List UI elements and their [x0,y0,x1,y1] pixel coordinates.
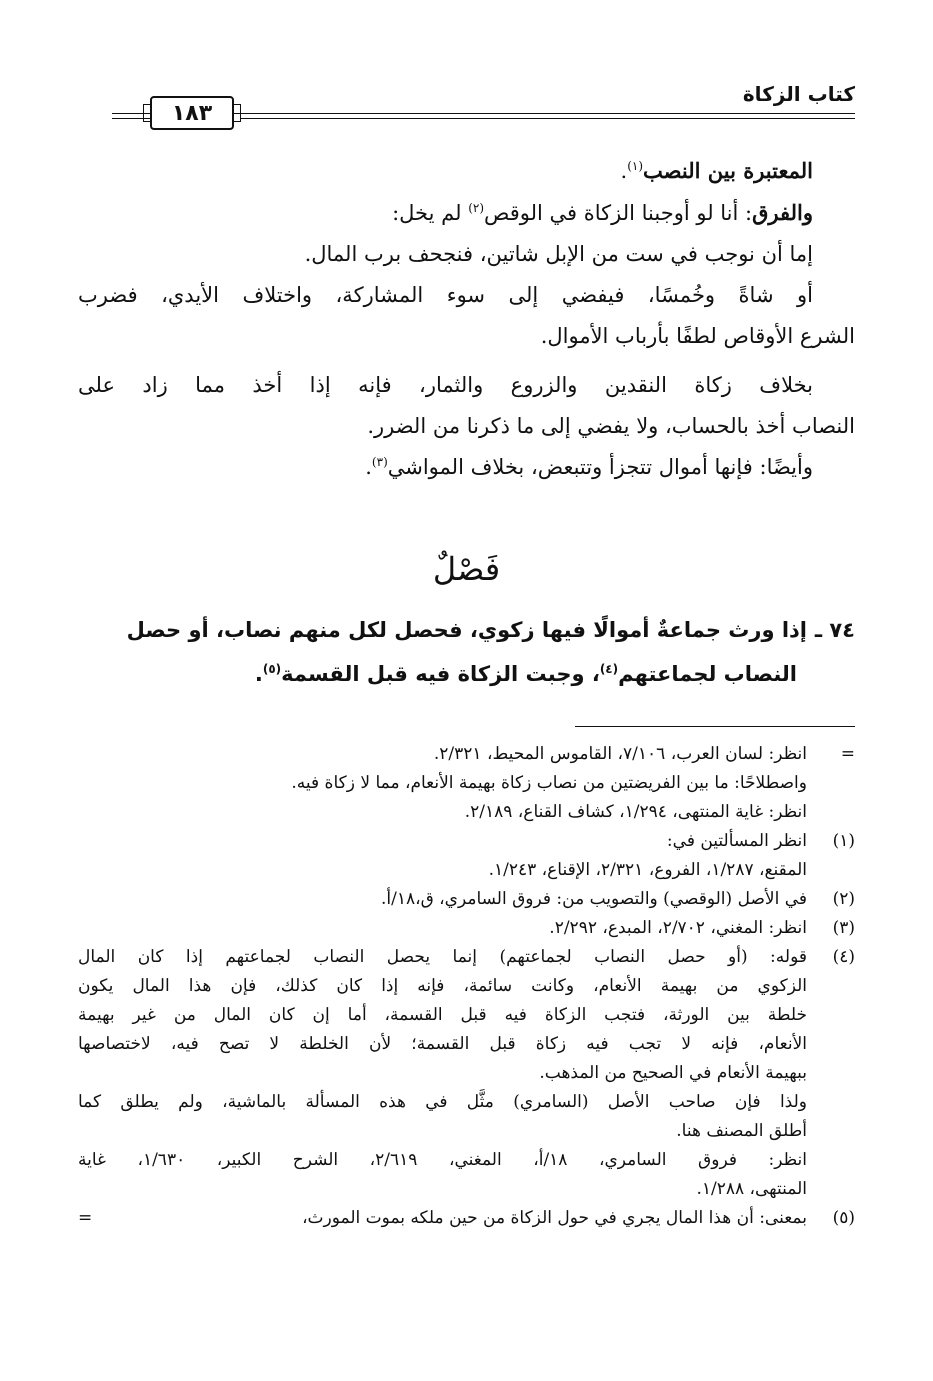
footnote-line: انظر المسألتين في: [666,831,807,851]
article-text: النصاب لجماعتهم [618,662,797,686]
footnote-ref: (٤) [599,662,619,676]
footnote-4 [78,943,855,1204]
article-number: ٧٤ ـ [814,618,855,642]
footnote-1 [78,827,855,885]
running-header-title: كتاب الزكاة [742,82,855,106]
article-text: إذا ورث جماعةٌ أموالًا فيها زكوي، فحصل لكل منهم نصاب، أو حصل [126,618,807,642]
footnote-line: الزكوي من بهيمة الأنعام، وكانت سائمة، فإنه إذا كان كذلك، فإن هذا المال يكون [78,976,807,996]
footnote-line: انظر: فروق السامري، ١٨/أ، المغني، ٢/٦١٩، الشرح الكبير، ١/٦٣٠، غاية [78,1150,807,1170]
footnote-ref: (١) [627,159,644,173]
footnote-line: في الأصل (الوقصي) والتصويب من: فروق السامري، ق،١٨/أ. [380,889,807,909]
page-number-text: ١٨٣ [171,100,213,126]
article-line-2 [78,652,855,696]
text-span: : أنا لو أوجبنا الزكاة في الوقص [484,201,753,225]
footnote-ref: (٥) [262,662,282,676]
term-bold: والفرق [752,200,813,225]
text-line-5: الشرع الأوقاص لطفًا بأرباب الأموال. [540,324,855,348]
footnote-line: انظر: لسان العرب، ٧/١٠٦، القاموس المحيط، ٢/٣٢١. [433,744,807,764]
footnote-line [78,1204,807,1233]
text-span: . [365,455,372,479]
text-line-1 [78,150,855,192]
text-span: . [620,159,628,183]
text-span: وأيضًا: فإنها أموال تتجزأ وتتبعض، بخلاف المواشي [387,455,813,479]
article-line-1 [78,608,855,652]
term-bold: المعتبرة بين النصب [643,158,813,183]
footnote-line: قوله: (أو حصل النصاب لجماعتهم) إنما يحصل النصاب لجماعتهم إذا كان المال [78,947,807,967]
footnote-mark: (٤) [832,947,855,967]
footnotes [78,740,855,1233]
footnote-line: المقنع، ١/٢٨٧، الفروع، ٢/٣٢١، الإقناع، ١/٢٤٣. [488,860,807,880]
text-line-3: إما أن نوجب في ست من الإبل شاتين، فنجحف برب المال. [304,242,813,266]
footnote-mark: (٢) [832,889,855,909]
footnote-line: المنتهى، ١/٢٨٨. [696,1179,807,1199]
continuation-mark: = [78,1208,93,1228]
footnote-3 [78,914,855,943]
page-number [150,96,234,130]
footnote-line: ببهيمة الأنعام في الصحيح من المذهب. [539,1063,807,1083]
main-text [78,150,855,488]
article-74 [78,608,855,696]
header-rule-right [240,118,855,119]
text-span: لم يخل: [392,201,469,225]
footnote-mark: (١) [832,831,855,851]
footnote-continuation [78,740,855,827]
footnote-line: انظر: غاية المنتهى، ١/٢٩٤، كشاف القناع، ٢/١٨٩. [464,802,807,822]
footnote-line: واصطلاحًا: ما بين الفريضتين من نصاب زكاة بهيمة الأنعام، مما لا زكاة فيه. [291,773,807,793]
section-heading: فَصْلٌ [432,550,501,588]
footnote-line: خلطة بين الورثة، فتجب الزكاة فيه قبل القسمة، أما إن كان المال من غير بهيمة [78,1005,807,1025]
footnote-5 [78,1204,855,1233]
footnote-mark: (٥) [832,1208,855,1228]
article-text: ، وجبت الزكاة فيه قبل القسمة [281,662,600,686]
text-line-7: النصاب أخذ بالحساب، ولا يفضي إلى ما ذكرنا من الضرر. [367,414,855,438]
footnote-line: أطلق المصنف هنا. [676,1121,807,1141]
text-line-2 [78,192,855,234]
footnote-ref: (٣) [371,455,388,469]
footnote-line: الأنعام، فإنه لا تجب فيه زكاة قبل القسمة؛ لأن الخلطة لا تصح فيه، لاختصاصها [78,1034,807,1054]
footnote-ref: (٢) [468,201,485,215]
footnote-separator [575,726,855,727]
text-line-6: بخلاف زكاة النقدين والزروع والثمار، فإنه إذا أخذ مما زاد على [78,373,813,397]
article-text: . [254,662,263,686]
footnote-mark: (٣) [832,918,855,938]
footnote-text: بمعنى: أن هذا المال يجري في حول الزكاة من حين ملكه بموت المورث، [302,1208,807,1228]
footnote-2 [78,885,855,914]
continuation-mark: = [840,744,855,764]
text-line-8 [78,447,855,488]
footnote-line: ولذا فإن صاحب الأصل (السامري) مثَّل في هذه المسألة بالماشية، ولم يطلق كما [78,1092,807,1112]
text-line-4: أو شاةً وخُمسًا، فيفضي إلى سوء المشاركة، واختلاف الأيدي، فضرب [78,283,813,307]
footnote-line: انظر: المغني، ٢/٧٠٢، المبدع، ٢/٢٩٢. [549,918,807,938]
